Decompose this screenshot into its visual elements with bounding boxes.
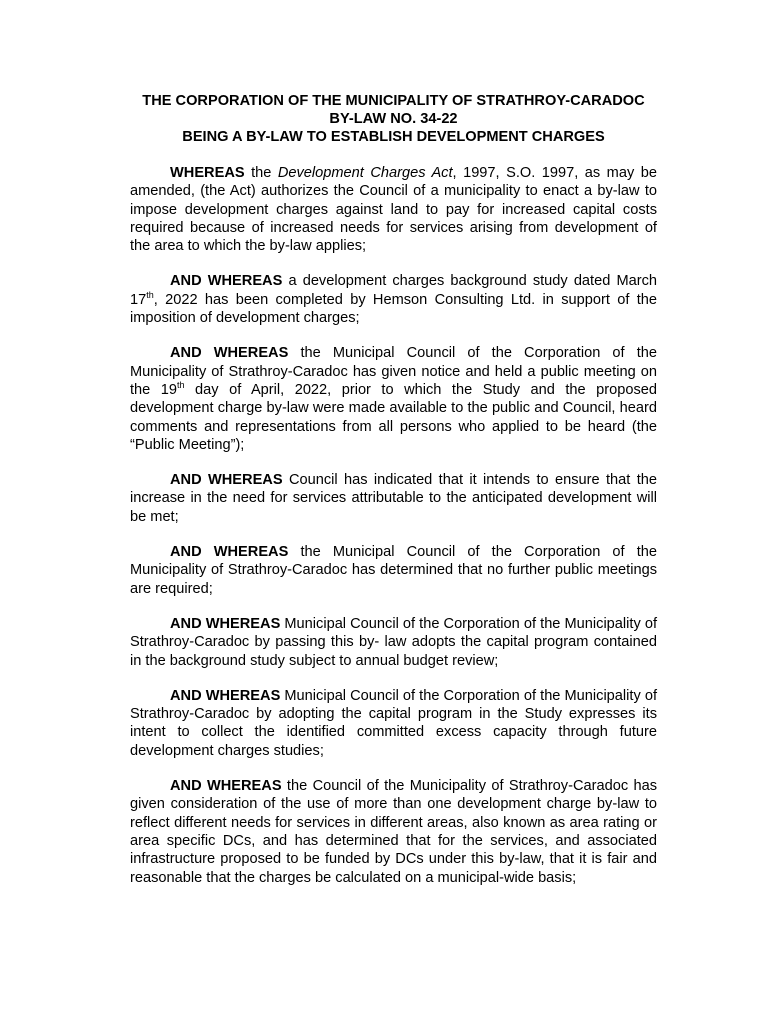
recital-lead: WHEREAS bbox=[170, 165, 245, 181]
recital-text: the Municipal Council of the Corporation of the Municipality of Strathroy-Caradoc has determined that no further public meetings are required; bbox=[130, 544, 657, 597]
recital-paragraph-8 bbox=[130, 777, 657, 887]
recital-lead: AND WHEREAS bbox=[170, 472, 283, 489]
recital-text: Municipal Council of the Corporation of the Municipality of Strathroy-Caradoc by adopting the capital program in the Study expresses its intent to collect the identified committed excess capacity through future development charges studies; bbox=[130, 687, 658, 759]
recital-text: the Council of the Municipality of Strathroy-Caradoc has given consideration of the use of more than one development charge by-law to reflect different needs for services in different areas, also known as area rating or area specific DCs, and has determined that for the services, and associated infrastructure proposed to be funded by DCs under this by-law, that it is fair and reasonable that the charges be calculated on a municipal-wide basis; bbox=[130, 778, 658, 886]
recital-paragraph-3 bbox=[130, 344, 657, 454]
recital-text: the Municipal Council of the Corporation of the Municipality of Strathroy-Caradoc has given notice and held a public meeting on the 19 bbox=[130, 345, 657, 398]
recital-text: , 2022 has been completed by Hemson Consulting Ltd. in support of the imposition of development charges; bbox=[130, 291, 657, 327]
bylaw-subject: BEING A BY-LAW TO ESTABLISH DEVELOPMENT CHARGES bbox=[182, 129, 605, 145]
recital-lead: AND WHEREAS bbox=[170, 273, 283, 290]
corporation-title: THE CORPORATION OF THE MUNICIPALITY OF STRATHROY-CARADOC bbox=[142, 93, 645, 109]
recital-text: Municipal Council of the Corporation of the Municipality of Strathroy-Caradoc by passing this by- law adopts the capital program contained in the background study subject to annual budget review; bbox=[130, 615, 658, 669]
recital-lead: AND WHEREAS bbox=[170, 615, 281, 632]
recital-paragraph-1 bbox=[130, 164, 657, 255]
bylaw-number: BY-LAW NO. 34-22 bbox=[329, 111, 458, 127]
act-title: Development Charges Act bbox=[277, 165, 453, 181]
document-header bbox=[130, 92, 657, 146]
recital-lead: AND WHEREAS bbox=[170, 687, 281, 704]
ordinal-suffix: th bbox=[146, 289, 154, 300]
recital-lead: AND WHEREAS bbox=[170, 544, 289, 561]
recital-text: the bbox=[244, 165, 278, 181]
ordinal-suffix: th bbox=[177, 380, 185, 391]
recital-paragraph-2 bbox=[130, 272, 657, 327]
recital-text: Council has indicated that it intends to ensure that the increase in the need for services attributable to the anticipated development will be met; bbox=[130, 472, 657, 525]
recital-text: , 1997, S.O. 1997, as may be amended, (the Act) authorizes the Council of a municipality to enact a by-law to impose development charges against land to pay for increased capital costs required because of increased needs for services arising from development of the area to which the by-law applies; bbox=[130, 165, 657, 255]
recital-paragraph-7 bbox=[130, 687, 657, 760]
recital-lead: AND WHEREAS bbox=[170, 345, 289, 362]
recital-lead: AND WHEREAS bbox=[170, 778, 282, 795]
recital-paragraph-4 bbox=[130, 471, 657, 526]
recital-paragraph-6 bbox=[130, 615, 657, 670]
recital-text: a development charges background study dated March 17 bbox=[130, 273, 658, 308]
recital-text: day of April, 2022, prior to which the Study and the proposed development charge by-law were made available to the public and Council, heard comments and representations from all persons who applied to be heard (the “Public Meeting”); bbox=[130, 381, 658, 453]
recital-paragraph-5 bbox=[130, 543, 657, 598]
